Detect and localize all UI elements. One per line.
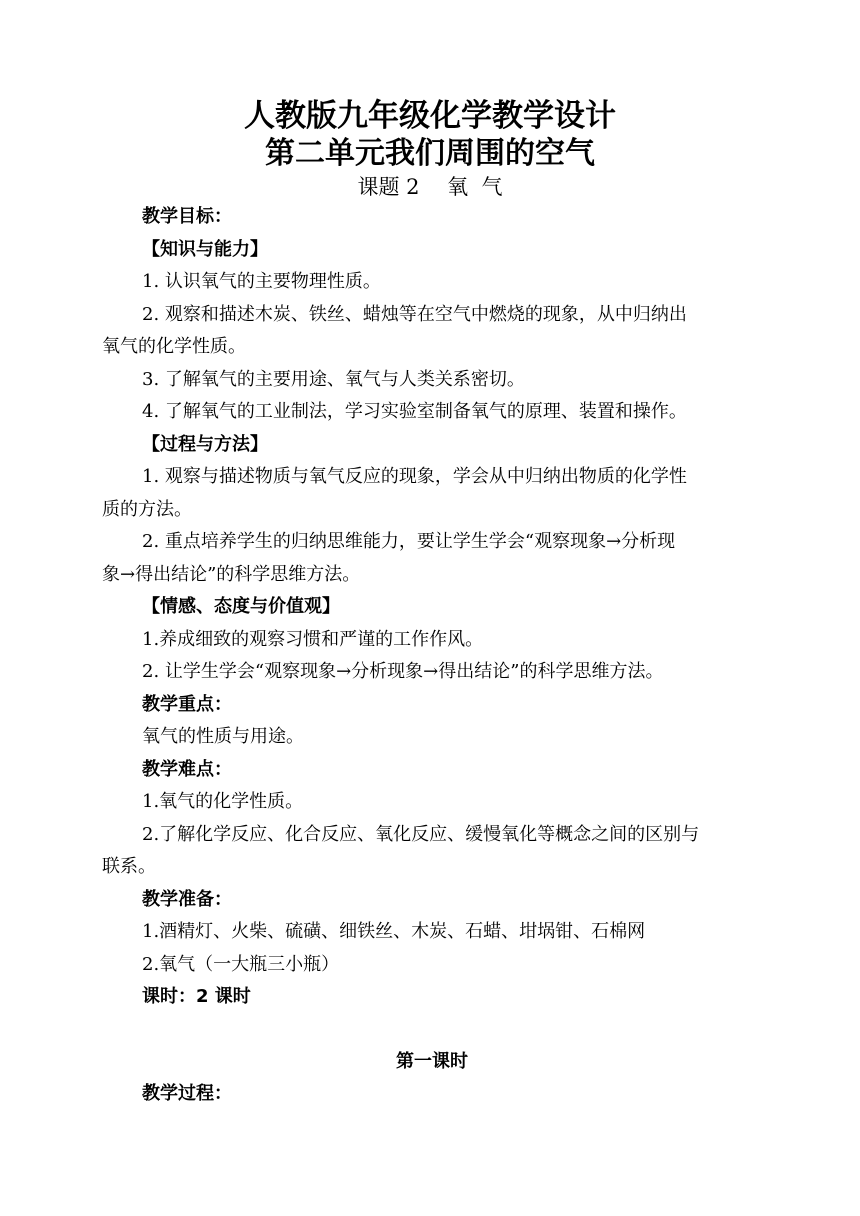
spacer <box>102 1014 762 1046</box>
list-item: 1. 认识氧气的主要物理性质。 <box>142 271 381 292</box>
document-body <box>102 201 762 1111</box>
list-item: 2. 重点培养学生的归纳思维能力，要让学生学会“观察现象→分析现 <box>142 531 676 552</box>
objectives-heading: 教学目标： <box>142 206 232 227</box>
values-heading: 【情感、态度与价值观】 <box>142 596 340 617</box>
list-item: 2. 让学生学会“观察现象→分析现象→得出结论”的科学思维方法。 <box>142 661 664 682</box>
process-method-heading: 【过程与方法】 <box>142 433 268 455</box>
first-period-heading: 第一课时 <box>396 1050 468 1072</box>
key-points-heading: 教学重点： <box>142 693 232 715</box>
document-title: 人教版九年级化学教学设计 <box>244 98 616 134</box>
list-item-continuation: 象→得出结论”的科学思维方法。 <box>102 563 361 585</box>
difficulties-heading: 教学难点： <box>142 758 232 780</box>
list-item-continuation: 氧气的化学性质。 <box>102 336 246 357</box>
list-item: 1.氧气的化学性质。 <box>142 791 304 812</box>
list-item: 2.氧气（一大瓶三小瓶） <box>142 953 340 975</box>
process-heading: 教学过程： <box>142 1083 232 1104</box>
key-points-text: 氧气的性质与用途。 <box>142 726 304 747</box>
list-item: 1. 观察与描述物质与氧气反应的现象，学会从中归纳出物质的化学性 <box>142 466 687 487</box>
list-item: 2. 观察和描述木炭、铁丝、蜡烛等在空气中燃烧的现象，从中归纳出 <box>142 303 687 325</box>
unit-title: 第二单元我们周围的空气 <box>265 136 595 171</box>
preparation-heading: 教学准备： <box>142 888 232 910</box>
knowledge-heading: 【知识与能力】 <box>142 238 268 260</box>
list-item-continuation: 联系。 <box>102 856 156 877</box>
list-item: 2.了解化学反应、化合反应、氧化反应、缓慢氧化等概念之间的区别与 <box>142 823 700 845</box>
lesson-title: 课题 2 氧 气 <box>357 175 503 199</box>
list-item: 3. 了解氧气的主要用途、氧气与人类关系密切。 <box>142 368 525 390</box>
periods-line: 课时：2 课时 <box>142 986 251 1007</box>
list-item: 1.养成细致的观察习惯和严谨的工作作风。 <box>142 628 484 650</box>
list-item-continuation: 质的方法。 <box>102 498 192 520</box>
list-item: 1.酒精灯、火柴、硫磺、细铁丝、木炭、石蜡、坩埚钳、石棉网 <box>142 921 646 942</box>
list-item: 4. 了解氧气的工业制法，学习实验室制备氧气的原理、装置和操作。 <box>142 401 687 422</box>
